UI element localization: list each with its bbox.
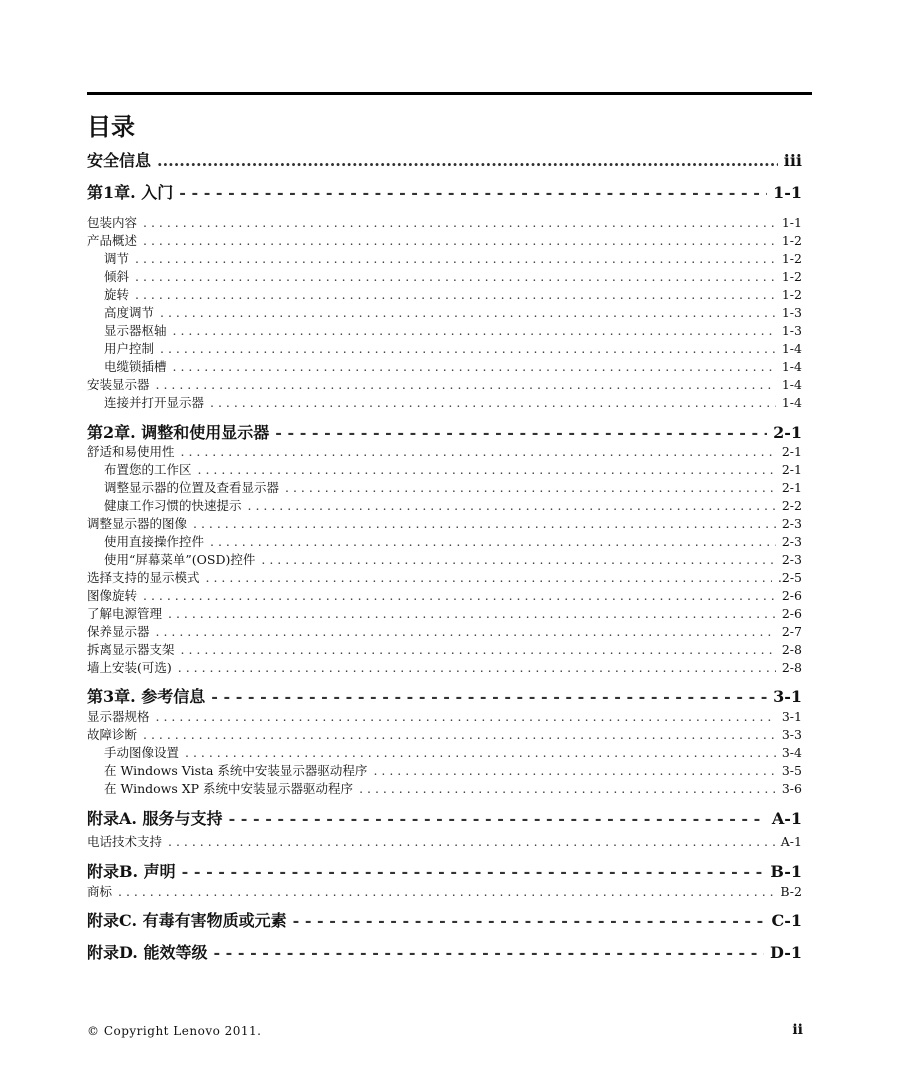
toc-label: 在 Windows XP 系统中安装显示器驱动程序 [104, 781, 354, 796]
toc-label: 调整显示器的位置及查看显示器 [104, 480, 280, 495]
toc-entry[interactable] [104, 340, 802, 358]
toc-label: 电话技术支持 [87, 834, 163, 849]
toc-label: 拆离显示器支架 [87, 642, 175, 657]
toc-label: 第1章. 入门 [87, 183, 174, 202]
toc-chapter-2[interactable] [87, 422, 802, 444]
toc-page: 1-3 [781, 323, 802, 338]
dot-leader [135, 268, 776, 286]
toc-appendix-c[interactable] [87, 910, 802, 932]
toc-label: 故障诊断 [87, 727, 138, 742]
toc-entry[interactable] [104, 762, 802, 780]
toc-label: 电缆锁插槽 [104, 359, 167, 374]
toc-label: 包装内容 [87, 215, 138, 230]
page-title: 目录 [87, 112, 135, 141]
toc-entry[interactable] [104, 250, 802, 268]
toc-page: 3-1 [773, 687, 802, 706]
toc-entry[interactable] [104, 268, 802, 286]
toc-page: 1-3 [781, 305, 802, 320]
toc-label: 安装显示器 [87, 377, 150, 392]
dot-leader [198, 461, 776, 479]
toc-entry[interactable] [87, 587, 802, 605]
dot-leader [193, 515, 776, 533]
toc-page: 2-1 [781, 444, 802, 459]
toc-label: 调整显示器的图像 [87, 516, 188, 531]
toc-page: 2-2 [781, 498, 802, 513]
toc-entry[interactable] [87, 376, 802, 394]
dot-leader [185, 744, 776, 762]
dot-leader [210, 394, 776, 412]
dash-leader [179, 182, 767, 204]
toc-label: 产品概述 [87, 233, 138, 248]
dot-leader [143, 587, 776, 605]
toc-page: 1-4 [781, 377, 802, 392]
toc-appendix-b[interactable] [87, 861, 802, 883]
toc-entry[interactable] [87, 443, 802, 461]
toc-page: C-1 [771, 911, 802, 930]
toc-page: .2-5 [777, 570, 802, 585]
toc-label: 附录A. 服务与支持 [87, 809, 223, 828]
dash-leader [275, 422, 767, 444]
dash-leader [182, 861, 765, 883]
toc-entry[interactable] [104, 394, 802, 412]
toc-entry[interactable] [87, 623, 802, 641]
dot-leader [285, 479, 776, 497]
toc-label: 了解电源管理 [87, 606, 163, 621]
toc-page: 1-2 [781, 269, 802, 284]
dot-leader [118, 883, 774, 901]
toc-page: iii [783, 151, 802, 170]
dot-leader [168, 833, 775, 851]
toc-entry[interactable] [104, 322, 802, 340]
toc-label: 高度调节 [104, 305, 155, 320]
toc-label: 使用“屏幕菜单”(OSD)控件 [104, 552, 256, 567]
toc-appendix-d[interactable] [87, 942, 802, 964]
dot-leader [206, 569, 772, 587]
page-number: ii [792, 1022, 803, 1038]
toc-label: 手动图像设置 [104, 745, 180, 760]
toc-label: 附录B. 声明 [87, 862, 176, 881]
toc-page: 1-1 [773, 183, 802, 202]
toc-label: 调节 [104, 251, 130, 266]
toc-page: 1-2 [781, 251, 802, 266]
toc-entry[interactable] [87, 726, 802, 744]
dot-leader [156, 623, 776, 641]
toc-label: 舒适和易使用性 [87, 444, 175, 459]
toc-label: 连接并打开显示器 [104, 395, 205, 410]
toc-entry[interactable] [87, 605, 802, 623]
toc-entry[interactable] [104, 461, 802, 479]
dot-leader [135, 250, 776, 268]
toc-entry[interactable] [104, 358, 802, 376]
toc-appendix-a[interactable] [87, 808, 802, 830]
toc-label: 商标 [87, 884, 113, 899]
dot-leader [156, 708, 776, 726]
toc-entry[interactable] [104, 780, 802, 798]
toc-entry[interactable] [87, 708, 802, 726]
toc-entry[interactable] [87, 883, 802, 901]
dot-leader [160, 340, 776, 358]
toc-label: 选择支持的显示模式 [87, 570, 200, 585]
dash-leader [211, 686, 767, 708]
toc-entry[interactable] [104, 744, 802, 762]
dot-leader [160, 304, 776, 322]
toc-page: 2-6 [781, 606, 802, 621]
toc-page: D-1 [770, 943, 802, 962]
toc-page: 2-1 [781, 462, 802, 477]
dash-leader [293, 910, 766, 932]
dash-leader [213, 942, 764, 964]
toc-entry[interactable] [104, 551, 802, 569]
toc-entry[interactable] [87, 214, 802, 232]
toc-label: 布置您的工作区 [104, 462, 192, 477]
dot-leader [373, 762, 775, 780]
dot-leader [157, 150, 778, 172]
toc-entry[interactable] [104, 304, 802, 322]
dot-leader [210, 533, 776, 551]
toc-entry[interactable] [87, 641, 802, 659]
dot-leader [135, 286, 776, 304]
toc-page: 2-3 [781, 534, 802, 549]
toc-page: 1-2 [781, 233, 802, 248]
dot-leader [181, 443, 776, 461]
toc-label: 倾斜 [104, 269, 130, 284]
toc-entry[interactable] [87, 659, 802, 677]
toc-entry[interactable] [87, 515, 802, 533]
toc-label: 图像旋转 [87, 588, 138, 603]
toc-label: 附录D. 能效等级 [87, 943, 208, 962]
toc-label: 健康工作习惯的快速提示 [104, 498, 242, 513]
toc-page: 1-1 [781, 215, 802, 230]
dot-leader [173, 322, 776, 340]
toc-page: 2-1 [781, 480, 802, 495]
top-rule [87, 92, 812, 95]
toc-page: 2-8 [781, 642, 802, 657]
toc-label: 用户控制 [104, 341, 155, 356]
toc-page: 3-5 [781, 763, 802, 778]
toc-page: B-2 [780, 884, 802, 899]
toc-label: 保养显示器 [87, 624, 150, 639]
dot-leader [143, 232, 776, 250]
toc-page: B-1 [770, 862, 802, 881]
toc-label: 墙上安装(可选) [87, 660, 172, 675]
toc-label: 第2章. 调整和使用显示器 [87, 423, 270, 442]
toc-page: 1-2 [781, 287, 802, 302]
toc-label: 旋转 [104, 287, 130, 302]
toc-page: 2-6 [781, 588, 802, 603]
toc-entry[interactable] [87, 232, 802, 250]
toc-entry[interactable] [87, 569, 802, 587]
toc-page: 2-1 [773, 423, 802, 442]
toc-page: A-1 [780, 834, 802, 849]
toc-page: 3-3 [781, 727, 802, 742]
dash-leader [229, 808, 766, 830]
toc-chapter-1[interactable] [87, 182, 802, 204]
toc-page: 1-4 [781, 359, 802, 374]
toc-entry[interactable] [104, 479, 802, 497]
toc-page: 2-3 [781, 516, 802, 531]
dot-leader [359, 780, 776, 798]
toc-page: 3-1 [781, 709, 802, 724]
toc-chapter-3[interactable] [87, 686, 802, 708]
toc-page: 2-7 [781, 624, 802, 639]
toc-entry[interactable] [104, 286, 802, 304]
toc-page: 3-4 [781, 745, 802, 760]
toc-label: 显示器枢轴 [104, 323, 167, 338]
toc-label: 在 Windows Vista 系统中安装显示器驱动程序 [104, 763, 368, 778]
dot-leader [143, 726, 776, 744]
dot-leader [143, 214, 776, 232]
dot-leader [178, 659, 776, 677]
toc-label: 第3章. 参考信息 [87, 687, 206, 706]
toc-entry[interactable] [87, 833, 802, 851]
dot-leader [173, 358, 776, 376]
toc-page: A-1 [771, 809, 802, 828]
toc-page: 3-6 [781, 781, 802, 796]
dot-leader [156, 376, 776, 394]
toc-page: 1-4 [781, 395, 802, 410]
toc-entry[interactable] [104, 533, 802, 551]
toc-page: 2-8 [781, 660, 802, 675]
toc-label: 显示器规格 [87, 709, 150, 724]
toc-label: 附录C. 有毒有害物质或元素 [87, 911, 287, 930]
toc-page: 1-4 [781, 341, 802, 356]
dot-leader [181, 641, 776, 659]
toc-entry[interactable] [104, 497, 802, 515]
toc-safety[interactable] [87, 150, 802, 172]
toc-label: 安全信息 [87, 151, 152, 170]
copyright-notice: © Copyright Lenovo 2011. [87, 1024, 262, 1038]
dot-leader [168, 605, 776, 623]
dot-leader [248, 497, 776, 515]
toc-label: 使用直接操作控件 [104, 534, 205, 549]
dot-leader [261, 551, 775, 569]
toc-page: 2-3 [781, 552, 802, 567]
